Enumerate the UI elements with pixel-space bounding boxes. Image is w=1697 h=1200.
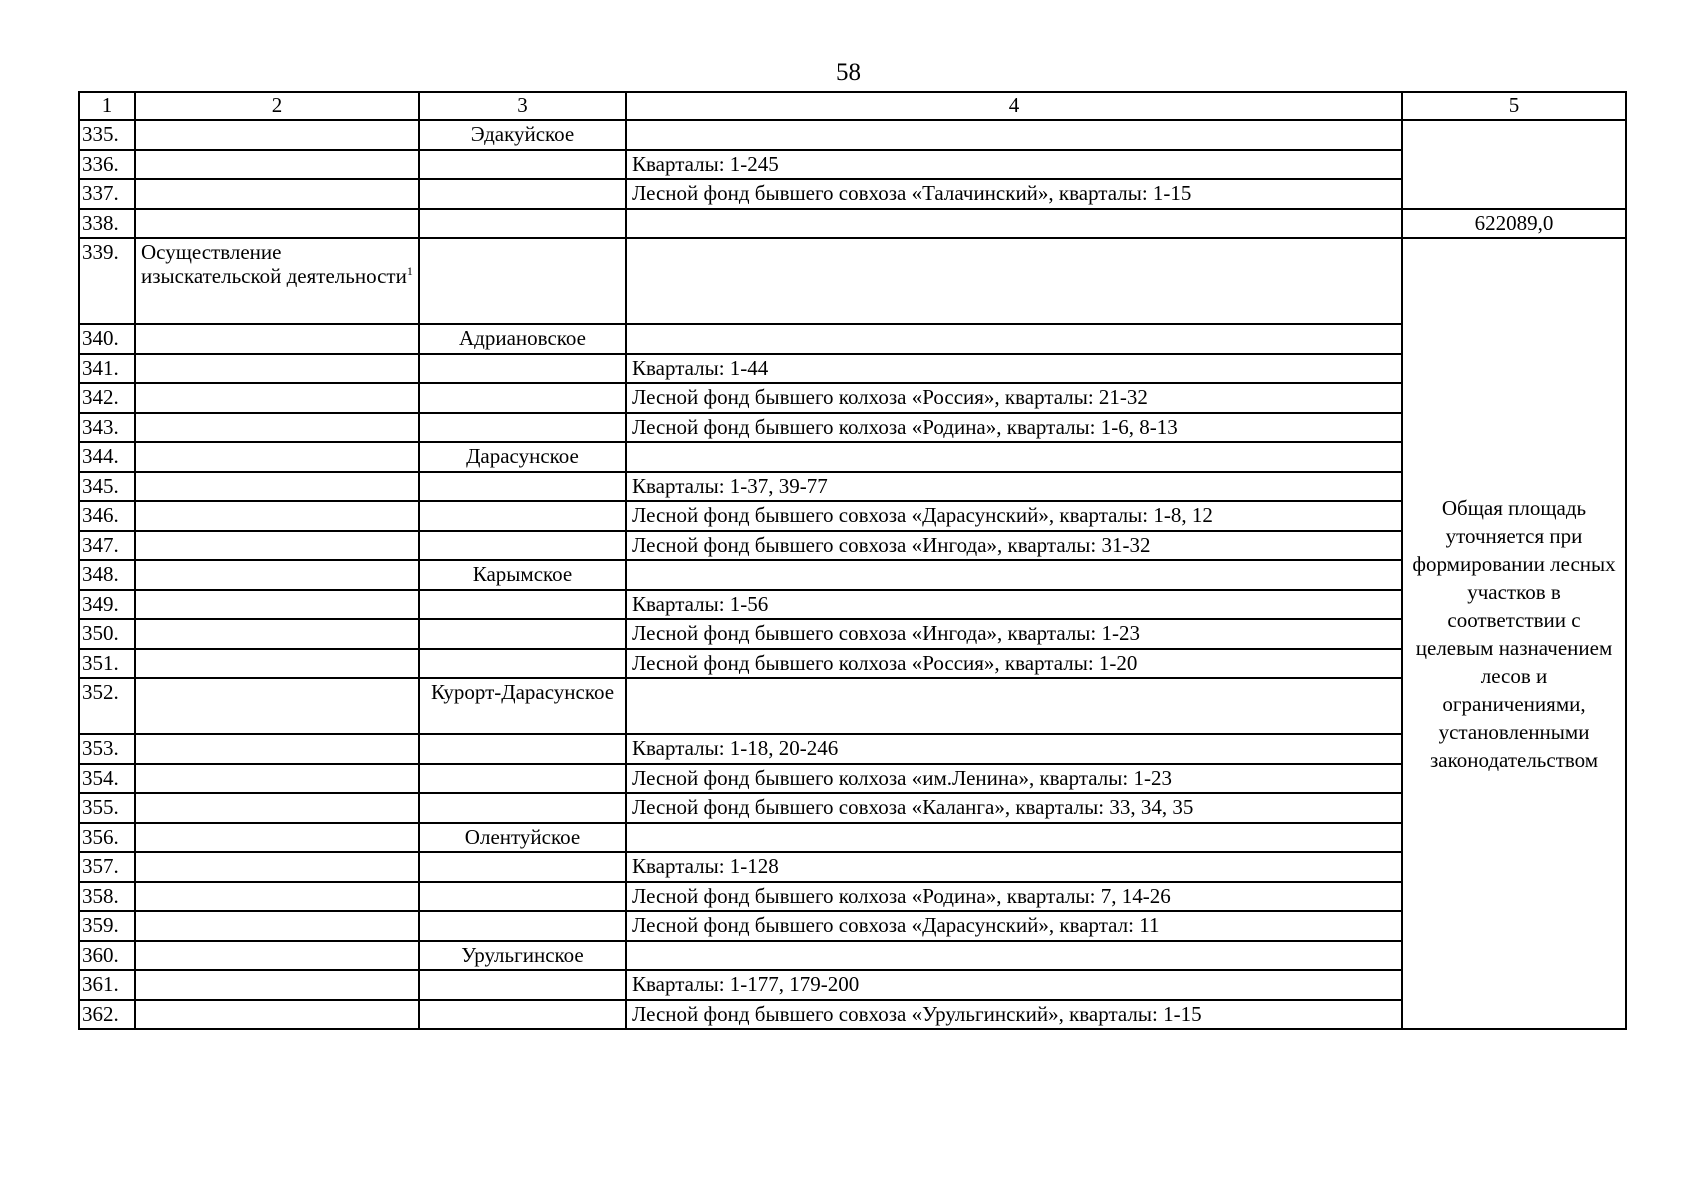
activity-cell: [135, 619, 419, 649]
activity-cell: [135, 970, 419, 1000]
row-number-cell: 342.: [79, 383, 135, 413]
row-number-cell: 339.: [79, 238, 135, 324]
table-row: [79, 649, 1626, 679]
table-row: [79, 413, 1626, 443]
quarters-cell: Кварталы: 1-18, 20-246: [626, 734, 1402, 764]
forestry-district-cell: [419, 501, 626, 531]
activity-cell: [135, 179, 419, 209]
quarters-cell: [626, 941, 1402, 971]
forestry-district-cell: [419, 179, 626, 209]
forestry-district-cell: [419, 1000, 626, 1030]
table-row: [79, 501, 1626, 531]
quarters-cell: [626, 209, 1402, 239]
row-number-cell: 336.: [79, 150, 135, 180]
forestry-district-cell: Урульгинское: [419, 941, 626, 971]
table-row: [79, 383, 1626, 413]
column-header-5: 5: [1402, 92, 1626, 120]
activity-cell: [135, 882, 419, 912]
quarters-cell: [626, 442, 1402, 472]
area-value-cell: 622089,0: [1402, 209, 1626, 239]
quarters-cell: Лесной фонд бывшего колхоза «Родина», кварталы: 7, 14-26: [626, 882, 1402, 912]
activity-cell: [135, 209, 419, 239]
forestry-district-cell: Эдакуйское: [419, 120, 626, 150]
table-row: [79, 678, 1626, 734]
quarters-cell: Лесной фонд бывшего совхоза «Ингода», кварталы: 31-32: [626, 531, 1402, 561]
quarters-cell: [626, 678, 1402, 734]
row-number-cell: 357.: [79, 852, 135, 882]
quarters-cell: Лесной фонд бывшего совхоза «Дарасунский», кварталы: 1-8, 12: [626, 501, 1402, 531]
table-row: [79, 531, 1626, 561]
quarters-cell: [626, 560, 1402, 590]
table-row: [79, 354, 1626, 384]
forestry-district-cell: [419, 531, 626, 561]
row-number-cell: 358.: [79, 882, 135, 912]
table-row: [79, 120, 1626, 150]
activity-cell: [135, 413, 419, 443]
forestry-district-cell: [419, 882, 626, 912]
quarters-cell: Лесной фонд бывшего совхоза «Урульгинский», кварталы: 1-15: [626, 1000, 1402, 1030]
activity-cell: [135, 531, 419, 561]
quarters-cell: Лесной фонд бывшего совхоза «Каланга», кварталы: 33, 34, 35: [626, 793, 1402, 823]
activity-cell: [135, 383, 419, 413]
table-row: [79, 472, 1626, 502]
forestry-district-cell: [419, 852, 626, 882]
forestry-district-cell: [419, 413, 626, 443]
table-row: [79, 793, 1626, 823]
row-number-cell: 353.: [79, 734, 135, 764]
row-number-cell: 356.: [79, 823, 135, 853]
activity-cell: [135, 120, 419, 150]
forest-quarters-table: [78, 91, 1627, 1030]
activity-cell: [135, 734, 419, 764]
activity-cell: [135, 501, 419, 531]
table-row: [79, 324, 1626, 354]
forestry-district-cell: [419, 590, 626, 620]
row-number-cell: 355.: [79, 793, 135, 823]
table-row: [79, 619, 1626, 649]
quarters-cell: [626, 823, 1402, 853]
activity-cell: [135, 590, 419, 620]
activity-text: Осуществление изыскательской деятельности: [141, 240, 407, 288]
quarters-cell: Лесной фонд бывшего колхоза «Россия», кварталы: 1-20: [626, 649, 1402, 679]
column-header-2: 2: [135, 92, 419, 120]
table-row: [79, 911, 1626, 941]
quarters-cell: [626, 120, 1402, 150]
quarters-cell: Лесной фонд бывшего колхоза «им.Ленина», кварталы: 1-23: [626, 764, 1402, 794]
column-header-1: 1: [79, 92, 135, 120]
page-number: 58: [836, 59, 861, 86]
forestry-district-cell: [419, 793, 626, 823]
column-header-3: 3: [419, 92, 626, 120]
forestry-district-cell: [419, 209, 626, 239]
table-row: [79, 590, 1626, 620]
quarters-cell: Лесной фонд бывшего колхоза «Родина», кварталы: 1-6, 8-13: [626, 413, 1402, 443]
row-number-cell: 347.: [79, 531, 135, 561]
quarters-cell: Кварталы: 1-177, 179-200: [626, 970, 1402, 1000]
quarters-cell: Кварталы: 1-37, 39-77: [626, 472, 1402, 502]
row-number-cell: 352.: [79, 678, 135, 734]
row-number-cell: 343.: [79, 413, 135, 443]
quarters-cell: Лесной фонд бывшего совхоза «Дарасунский», квартал: 11: [626, 911, 1402, 941]
row-number-cell: 338.: [79, 209, 135, 239]
row-number-cell: 348.: [79, 560, 135, 590]
table-row: [79, 238, 1626, 324]
area-note-cell: Общая площадь уточняется при формировании лесных участков в соответствии с целевым назначением лесов и ограничениями, установленными законодательством: [1402, 238, 1626, 1029]
row-number-cell: 344.: [79, 442, 135, 472]
activity-cell: [135, 354, 419, 384]
activity-cell: [135, 852, 419, 882]
table-row: [79, 560, 1626, 590]
forestry-district-cell: [419, 619, 626, 649]
activity-cell: [135, 764, 419, 794]
quarters-cell: Кварталы: 1-56: [626, 590, 1402, 620]
table-row: [79, 1000, 1626, 1030]
footnote-marker: 1: [406, 264, 413, 278]
activity-cell: [135, 649, 419, 679]
row-number-cell: 361.: [79, 970, 135, 1000]
area-cell-empty: [1402, 120, 1626, 209]
forestry-district-cell: Курорт-Дарасунское: [419, 678, 626, 734]
row-number-cell: 346.: [79, 501, 135, 531]
row-number-cell: 335.: [79, 120, 135, 150]
row-number-cell: 345.: [79, 472, 135, 502]
activity-cell: [135, 442, 419, 472]
row-number-cell: 337.: [79, 179, 135, 209]
table-row: [79, 179, 1626, 209]
row-number-cell: 362.: [79, 1000, 135, 1030]
quarters-cell: Лесной фонд бывшего совхоза «Ингода», кварталы: 1-23: [626, 619, 1402, 649]
table-row: [79, 150, 1626, 180]
activity-cell: [135, 823, 419, 853]
forestry-district-cell: [419, 383, 626, 413]
quarters-cell: Кварталы: 1-245: [626, 150, 1402, 180]
forestry-district-cell: [419, 764, 626, 794]
row-number-cell: 349.: [79, 590, 135, 620]
row-number-cell: 350.: [79, 619, 135, 649]
forestry-district-cell: [419, 734, 626, 764]
quarters-cell: Лесной фонд бывшего колхоза «Россия», кварталы: 21-32: [626, 383, 1402, 413]
quarters-cell: [626, 324, 1402, 354]
table-row: [79, 882, 1626, 912]
activity-cell: [135, 793, 419, 823]
forestry-district-cell: [419, 238, 626, 324]
table-row: [79, 941, 1626, 971]
activity-cell: [135, 911, 419, 941]
row-number-cell: 354.: [79, 764, 135, 794]
activity-cell: [135, 1000, 419, 1030]
activity-cell: [135, 941, 419, 971]
table-row: [79, 852, 1626, 882]
forestry-district-cell: Адриановское: [419, 324, 626, 354]
row-number-cell: 341.: [79, 354, 135, 384]
forestry-district-cell: Карымское: [419, 560, 626, 590]
forestry-district-cell: [419, 354, 626, 384]
row-number-cell: 351.: [79, 649, 135, 679]
forestry-district-cell: Дарасунское: [419, 442, 626, 472]
forestry-district-cell: [419, 970, 626, 1000]
activity-cell: [135, 560, 419, 590]
row-number-cell: 340.: [79, 324, 135, 354]
activity-cell: [135, 324, 419, 354]
forestry-district-cell: [419, 649, 626, 679]
activity-cell: [135, 150, 419, 180]
quarters-cell: Кварталы: 1-44: [626, 354, 1402, 384]
forestry-district-cell: [419, 472, 626, 502]
table-row: [79, 734, 1626, 764]
column-header-4: 4: [626, 92, 1402, 120]
table-row: [79, 209, 1626, 239]
quarters-cell: [626, 238, 1402, 324]
table-row: [79, 970, 1626, 1000]
table-row: [79, 764, 1626, 794]
forestry-district-cell: Олентуйское: [419, 823, 626, 853]
row-number-cell: 359.: [79, 911, 135, 941]
table-header-row: [79, 92, 1626, 120]
quarters-cell: Кварталы: 1-128: [626, 852, 1402, 882]
quarters-cell: Лесной фонд бывшего совхоза «Талачинский», кварталы: 1-15: [626, 179, 1402, 209]
forestry-district-cell: [419, 150, 626, 180]
activity-cell: [135, 472, 419, 502]
table-row: [79, 442, 1626, 472]
table-row: [79, 823, 1626, 853]
activity-cell: [135, 678, 419, 734]
activity-cell: [135, 238, 419, 324]
forestry-district-cell: [419, 911, 626, 941]
row-number-cell: 360.: [79, 941, 135, 971]
